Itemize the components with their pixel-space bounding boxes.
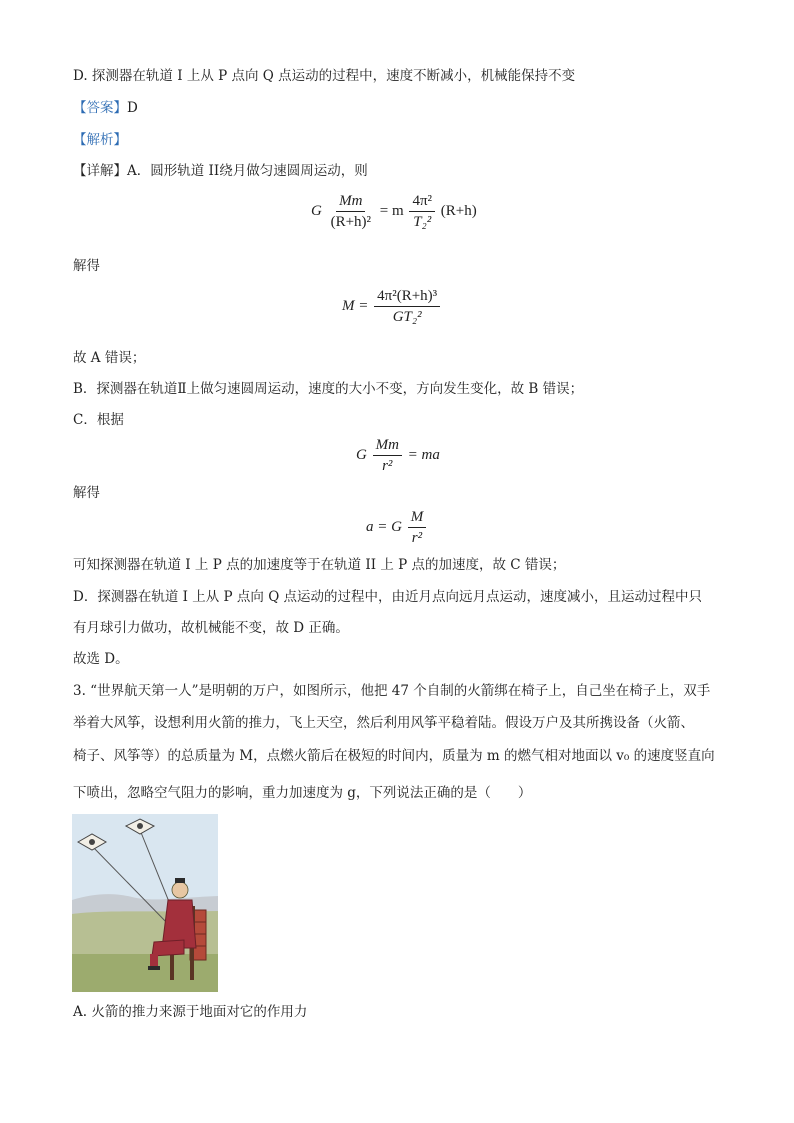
analysis-label: 【解析】	[73, 132, 127, 148]
eq1-mid: = m	[379, 202, 404, 219]
eq1-left-den: (R+h)²	[330, 214, 372, 230]
eq4-fraction	[408, 508, 427, 547]
eq1-left-num: Mm	[336, 192, 365, 212]
c-conclusion: 可知探测器在轨道 I 上 P 点的加速度等于在轨道 II 上 P 点的加速度，故 C 错误；	[73, 557, 566, 573]
answer-value: D	[127, 100, 138, 116]
equation-4	[366, 508, 428, 547]
option-d-text: D. 探测器在轨道 I 上从 P 点向 Q 点运动的过程中，速度不断减小，机械能保持不变	[73, 68, 576, 84]
q3-line-4: 下喷出，忽略空气阻力的影响，重力加速度为 g，下列说法正确的是（ ）	[73, 785, 532, 801]
answer-label: 【答案】	[73, 100, 127, 116]
eq1-right-num: 4π²	[409, 192, 435, 212]
eq4-num: M	[408, 508, 427, 528]
equation-3	[356, 436, 440, 475]
eq2-den: GT₂²	[392, 309, 422, 325]
eq1-g: G	[311, 202, 322, 219]
eq3-right: = ma	[407, 446, 440, 463]
eq2-left: M =	[342, 297, 369, 314]
eq2-fraction	[374, 287, 440, 326]
equation-2	[342, 287, 442, 326]
q3-line-3: 椅子、风筝等）的总质量为 M，点燃火箭后在极短的时间内，质量为 m 的燃气相对地面以 v₀ 的速度竖直向	[73, 748, 715, 764]
c-line: C．根据	[73, 412, 124, 428]
eq3-num: Mm	[373, 436, 402, 456]
eq2-num: 4π²(R+h)³	[374, 287, 440, 307]
eq1-tail: (R+h)	[440, 202, 477, 219]
eq1-left-fraction	[328, 192, 374, 231]
eq4-left: a = G	[366, 518, 402, 535]
equation-1	[311, 192, 477, 231]
b-line: B．探测器在轨道Ⅱ上做匀速圆周运动，速度的大小不变，方向发生变化，故 B 错误；	[73, 381, 584, 397]
person-head	[172, 882, 188, 898]
answer-line	[73, 98, 138, 118]
q3-line-1: 3. “世界航天第一人”是明朝的万户，如图所示，他把 47 个自制的火箭绑在椅子上，自己坐在椅子上，双手	[73, 683, 711, 699]
eq1-right-fraction	[409, 192, 435, 231]
solve-1: 解得	[73, 258, 100, 274]
solve-2: 解得	[73, 485, 100, 501]
wanhu-illustration	[72, 814, 218, 992]
detail-label: 【详解】	[73, 163, 127, 179]
eq3-g: G	[356, 446, 367, 463]
q3-line-2: 举着大风筝，设想利用火箭的推力，飞上天空，然后利用风筝平稳着陆。假设万户及其所携设备（火箭、	[73, 715, 694, 731]
eq4-den: r²	[411, 530, 423, 546]
option-a-text: A. 火箭的推力来源于地面对它的作用力	[73, 1004, 308, 1020]
d-line-2: 有月球引力做功，故机械能不变，故 D 正确。	[73, 620, 349, 636]
detail-a-line	[73, 161, 368, 181]
eq1-right-den: T₂²	[413, 214, 432, 230]
eq3-fraction	[373, 436, 402, 475]
a-wrong: 故 A 错误；	[73, 350, 146, 366]
choose-line: 故选 D。	[73, 651, 129, 667]
eq3-den: r²	[382, 458, 393, 474]
detail-a-text: A．圆形轨道 II绕月做匀速圆周运动，则	[127, 163, 368, 179]
d-line-1: D．探测器在轨道 I 上从 P 点向 Q 点运动的过程中，由近月点向远月点运动，速度减小，且运动过程中只	[73, 589, 703, 605]
